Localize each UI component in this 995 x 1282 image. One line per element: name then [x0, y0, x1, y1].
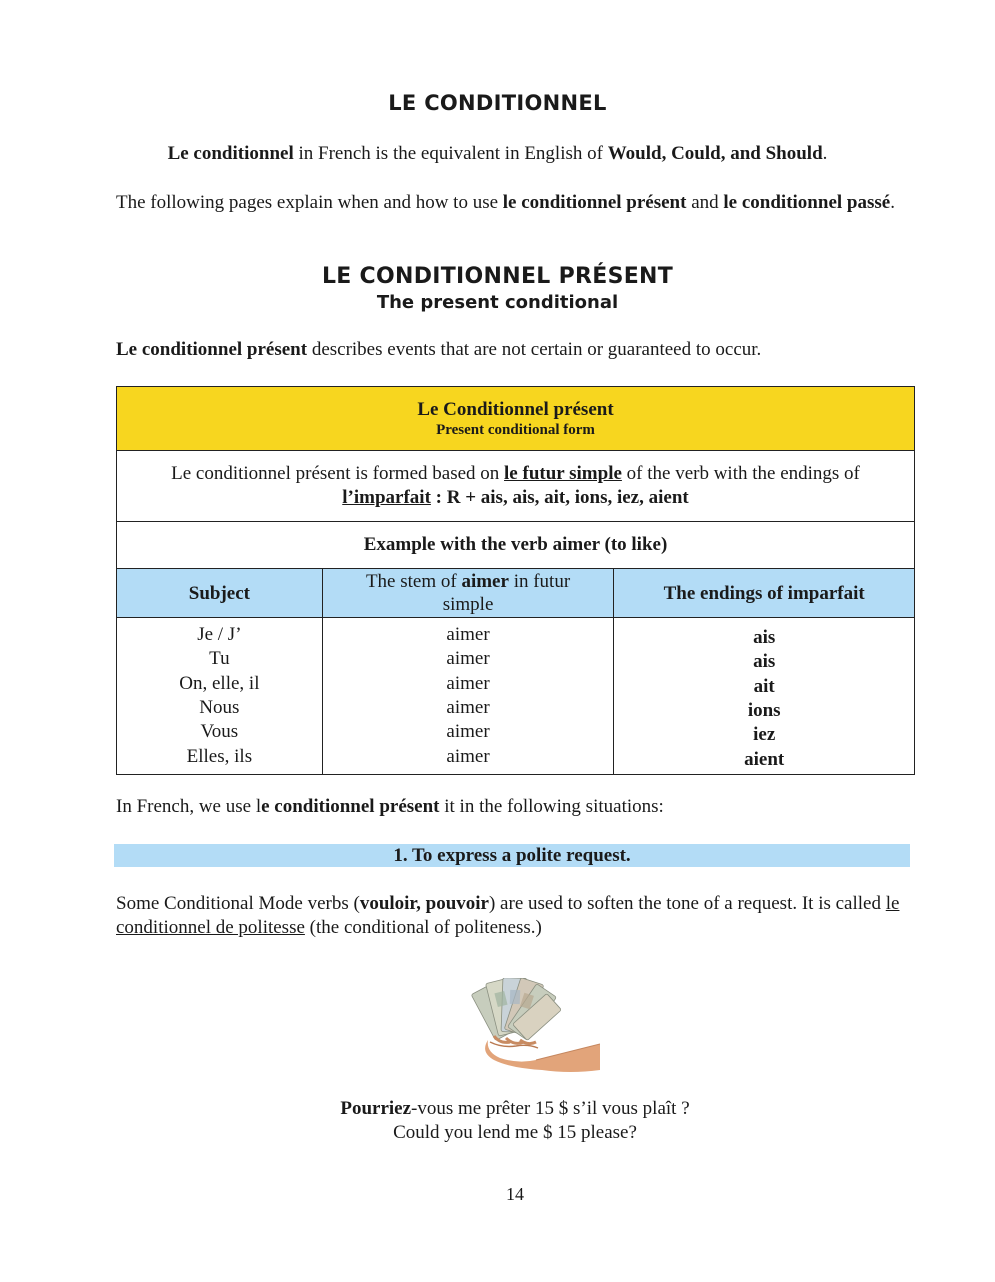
rule-text-2: of the verb with the endings of	[621, 463, 860, 484]
table-header-title: Le Conditionnel présent	[417, 398, 614, 420]
ending-row: ions	[747, 700, 781, 721]
pages-text-3: .	[890, 192, 895, 213]
pages-text-2: and	[686, 192, 724, 213]
formation-rule	[117, 462, 914, 510]
ending-row: ais	[753, 651, 776, 673]
stem-header-pre: The stem of	[365, 571, 462, 592]
example-bold-verb: Pourriez	[340, 1098, 412, 1119]
describes-bold: Le conditionnel présent	[116, 339, 308, 360]
column-header-endings	[614, 569, 915, 618]
ending-row: ait	[753, 675, 775, 697]
ending-row: iez	[753, 724, 776, 746]
rule-text-1: Le conditionnel présent is formed based on	[171, 463, 505, 484]
section-title: LE CONDITIONNEL PRÉSENT	[321, 264, 674, 289]
stem-header-label	[323, 570, 614, 616]
pages-bold-1: le conditionnel présent	[502, 192, 687, 213]
intro-text-1: in French is the equivalent in English of	[293, 143, 608, 164]
intro-bold-2: Would, Could, and Should	[607, 143, 823, 164]
endings-column	[614, 618, 915, 775]
stems-column	[322, 618, 614, 775]
situations-text-1: In French, we use l	[116, 796, 262, 817]
subject-row: On, elle, il	[179, 672, 260, 694]
stem-row: aimer	[446, 672, 490, 694]
polite-text-2: ) are used to soften the tone of a request. It is called	[488, 893, 886, 914]
stem-row: aimer	[446, 745, 490, 767]
stem-row: aimer	[446, 721, 490, 743]
stem-header-bold: aimer	[461, 571, 509, 592]
intro-bold-1: Le conditionnel	[167, 143, 294, 164]
column-header-subject	[117, 569, 323, 618]
formation-rule-cell	[117, 451, 915, 522]
subject-row: Je / J’	[197, 624, 242, 646]
stem-row: aimer	[446, 624, 490, 646]
describes-text: describes events that are not certain or guaranteed to occur.	[307, 339, 762, 360]
subjects-column	[117, 618, 323, 775]
describes-paragraph	[116, 338, 914, 362]
pages-paragraph	[116, 191, 914, 215]
rule-text-3: : R + ais, ais, ait, ions, iez, aient	[430, 487, 689, 508]
polite-text-1: Some Conditional Mode verbs (	[116, 893, 360, 914]
stem-row: aimer	[446, 697, 490, 718]
page-title: LE CONDITIONNEL	[388, 91, 607, 115]
example-translation: Could you lend me $ 15 please?	[393, 1122, 637, 1143]
polite-request-heading: 1. To express a polite request.	[114, 844, 910, 867]
subject-row: Nous	[199, 697, 240, 718]
ending-row: ais	[753, 627, 776, 649]
futur-simple-link: le futur simple	[504, 463, 622, 484]
polite-bold: vouloir, pouvoir	[359, 893, 489, 914]
subject-row: Vous	[200, 721, 239, 743]
subject-row: Tu	[209, 648, 230, 670]
subject-header-label: Subject	[188, 582, 250, 604]
politesse-link: le conditionnel de politesse	[116, 893, 900, 938]
conjugation-table	[116, 386, 915, 775]
example-cell	[117, 522, 915, 569]
subject-row: Elles, ils	[186, 745, 253, 767]
intro-text-2: .	[822, 143, 828, 164]
stem-header-post: in futur simple	[442, 571, 571, 615]
hand-holding-money-image	[466, 978, 600, 1075]
situations-bold: e conditionnel présent	[261, 796, 440, 817]
imparfait-link: l’imparfait	[342, 487, 431, 508]
table-header-subtitle: Present conditional form	[436, 421, 595, 438]
example-label: Example with the verb aimer (to like)	[363, 534, 668, 555]
ending-row: aient	[744, 748, 785, 770]
page-number: 14	[506, 1184, 524, 1204]
section-subtitle: The present conditional	[376, 292, 619, 313]
pages-text-1: The following pages explain when and how to use	[116, 192, 503, 213]
table-header-cell	[117, 387, 915, 451]
column-header-stem	[322, 569, 614, 618]
example-sentence-text: -vous me prêter 15 $ s’il vous plaît ?	[411, 1098, 690, 1119]
pages-bold-2: le conditionnel passé	[723, 192, 891, 213]
polite-paragraph	[116, 892, 914, 940]
example-sentence	[0, 1098, 995, 1120]
endings-header-label: The endings of imparfait	[663, 582, 865, 604]
hand-graphic	[485, 1036, 600, 1072]
banknotes-graphic	[471, 978, 561, 1041]
intro-paragraph	[0, 143, 995, 165]
situations-text-2: it in the following situations:	[439, 796, 664, 817]
situations-paragraph	[116, 795, 914, 819]
polite-text-3: (the conditional of politeness.)	[304, 917, 542, 938]
stem-row: aimer	[446, 648, 490, 670]
